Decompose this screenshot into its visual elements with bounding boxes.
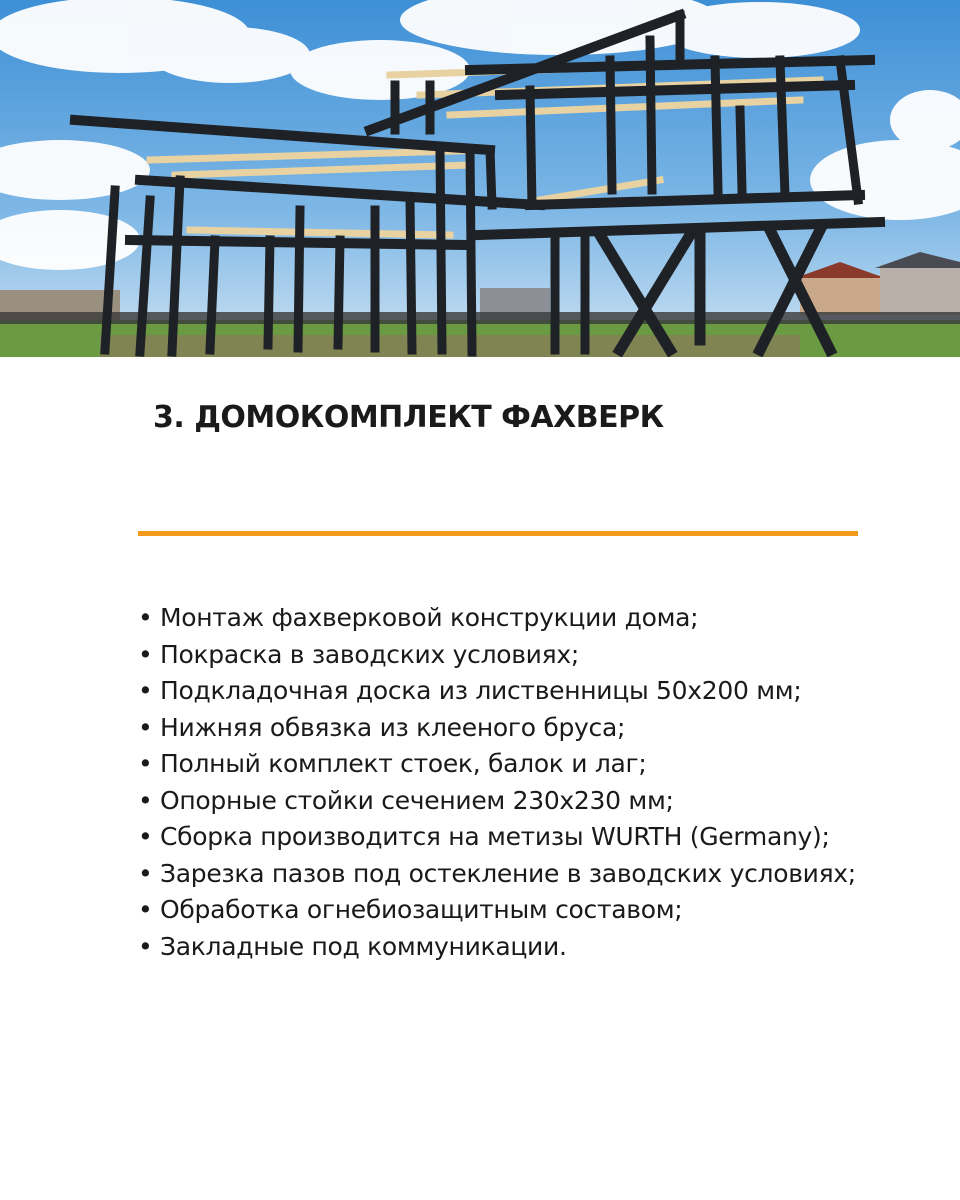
- list-item: [138, 637, 928, 674]
- feature-text: Покраска в заводских условиях;: [160, 639, 579, 669]
- hero-photo: [0, 0, 960, 357]
- bullet-icon: •: [138, 822, 153, 851]
- list-item: [138, 892, 928, 929]
- list-item: [138, 929, 928, 966]
- feature-text: Опорные стойки сечением 230х230 мм;: [160, 785, 674, 815]
- bullet-icon: •: [138, 676, 153, 705]
- feature-text: Зарезка пазов под остекление в заводских условиях;: [160, 858, 856, 888]
- bullet-icon: •: [138, 712, 153, 742]
- timber-frame-house-image: [0, 0, 960, 357]
- feature-text: Подкладочная доска из лиственницы 50х200 мм;: [160, 676, 802, 705]
- list-item: [138, 673, 928, 710]
- feature-text: Полный комплект стоек, балок и лаг;: [160, 749, 647, 778]
- bullet-icon: •: [138, 749, 153, 778]
- feature-list: [138, 600, 928, 965]
- list-item: [138, 819, 928, 856]
- bullet-icon: •: [138, 639, 153, 669]
- list-item: [138, 600, 928, 637]
- accent-divider: [138, 531, 858, 536]
- bullet-icon: •: [138, 603, 153, 632]
- list-item: [138, 710, 928, 747]
- feature-text: Закладные под коммуникации.: [160, 931, 567, 961]
- list-item: [138, 783, 928, 820]
- bullet-icon: •: [138, 931, 153, 961]
- list-item: [138, 746, 928, 783]
- list-item: [138, 856, 928, 893]
- bullet-icon: •: [138, 785, 153, 815]
- feature-text: Монтаж фахверковой конструкции дома;: [160, 603, 699, 632]
- feature-text: Обработка огнебиозащитным составом;: [160, 895, 683, 924]
- feature-text: Нижняя обвязка из клееного бруса;: [160, 712, 626, 742]
- page-title: 3. ДОМОКОМПЛЕКТ ФАХВЕРК: [153, 400, 664, 435]
- bullet-icon: •: [138, 895, 153, 924]
- bullet-icon: •: [138, 858, 153, 888]
- feature-text: Сборка производится на метизы WURTH (Germany);: [160, 822, 830, 851]
